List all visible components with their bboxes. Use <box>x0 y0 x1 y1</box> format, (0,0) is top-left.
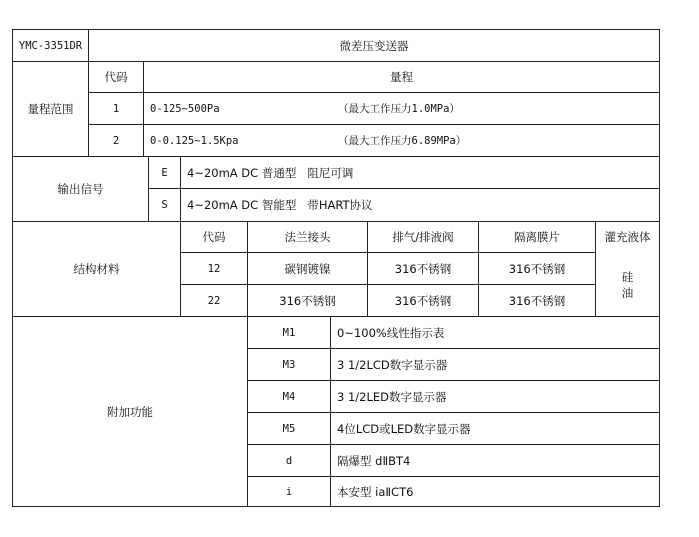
option-code: M4 <box>282 390 296 403</box>
material-flange: 316不锈钢 <box>279 293 336 308</box>
material-header-diaphragm: 隔离膜片 <box>514 230 560 244</box>
options-label: 附加功能 <box>107 404 153 419</box>
material-diaphragm: 316不锈钢 <box>508 293 566 308</box>
material-fill-char: 硅 <box>621 269 634 284</box>
material-diaphragm: 316不锈钢 <box>508 261 566 276</box>
option-desc: 0~100%线性指示表 <box>337 325 445 340</box>
range-code: 2 <box>112 134 120 147</box>
range-note: （最大工作压力6.89MPa） <box>338 135 467 147</box>
material-header-code: 代码 <box>202 230 226 244</box>
output-code: S <box>161 199 168 211</box>
range-value: 0-0.125~1.5Kpa <box>150 134 239 147</box>
material-header-valve: 排气/排液阀 <box>392 230 454 244</box>
option-desc: 4位LCD或LED数字显示器 <box>337 421 471 436</box>
model-number: YMC-3351DR <box>18 39 83 52</box>
material-code: 12 <box>207 262 221 275</box>
range-code-header: 代码 <box>104 70 128 84</box>
output-desc: 4~20mA DC 智能型 带HART协议 <box>187 198 373 212</box>
option-desc: 3 1/2LCD数字显示器 <box>337 357 448 372</box>
range-value-header: 量程 <box>390 70 413 84</box>
option-desc: 3 1/2LED数字显示器 <box>337 389 447 404</box>
option-desc: 本安型 iaⅡCT6 <box>337 484 414 499</box>
output-code: E <box>161 166 168 179</box>
material-fill-char: 油 <box>621 285 634 300</box>
product-title: 微差压变送器 <box>339 38 409 53</box>
range-label: 量程范围 <box>27 102 74 116</box>
material-header-flange: 法兰接头 <box>284 230 331 244</box>
output-desc: 4~20mA DC 普通型 阻尼可调 <box>187 165 354 180</box>
material-header-fill: 灌充液体 <box>604 230 651 244</box>
spec-table <box>12 29 660 507</box>
material-code: 22 <box>207 294 221 307</box>
output-label: 输出信号 <box>57 182 104 196</box>
range-value: 0-125~500Pa <box>150 102 220 115</box>
option-code: d <box>285 454 293 467</box>
material-flange: 碳钢镀镍 <box>284 261 331 276</box>
option-desc: 隔爆型 dⅡBT4 <box>337 453 411 468</box>
option-code: M1 <box>282 326 296 339</box>
material-fill <box>596 253 659 316</box>
option-code: M5 <box>282 422 296 435</box>
range-note: （最大工作压力1.0MPa） <box>338 103 460 115</box>
material-valve: 316不锈钢 <box>394 261 452 276</box>
option-code: M3 <box>282 358 296 371</box>
option-code: i <box>285 485 293 498</box>
material-label: 结构材料 <box>73 262 120 276</box>
range-code: 1 <box>112 102 120 115</box>
material-valve: 316不锈钢 <box>394 293 452 308</box>
